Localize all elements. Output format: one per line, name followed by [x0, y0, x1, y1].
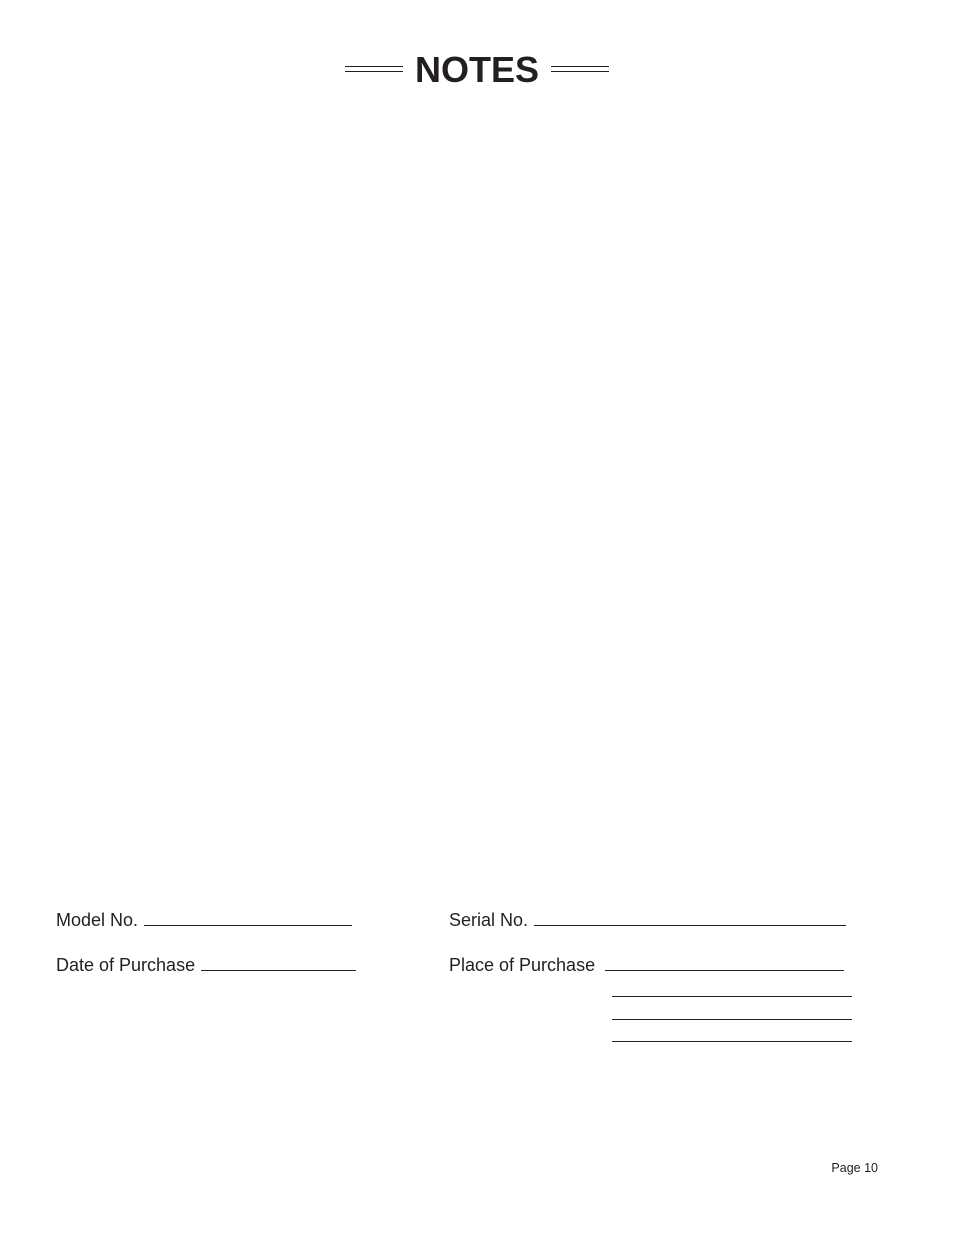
- title-left-double-rule: [345, 66, 403, 72]
- page-number: Page 10: [831, 1161, 878, 1175]
- model-no-blank-line[interactable]: [144, 909, 352, 926]
- serial-no-field: [449, 909, 846, 931]
- place-of-purchase-blank-line-2[interactable]: [612, 996, 852, 997]
- page-title: NOTES: [414, 49, 539, 90]
- place-of-purchase-label: Place of Purchase: [449, 955, 596, 975]
- place-of-purchase-blank-line-3[interactable]: [612, 1019, 852, 1020]
- serial-no-blank-line[interactable]: [534, 909, 846, 926]
- model-no-field: [56, 909, 352, 931]
- model-no-label: Model No.: [56, 910, 139, 930]
- title-right-double-rule: [551, 66, 609, 72]
- date-of-purchase-field: [56, 954, 356, 976]
- place-of-purchase-field: [449, 954, 844, 976]
- place-of-purchase-blank-line-1[interactable]: [605, 954, 844, 971]
- date-of-purchase-label: Date of Purchase: [56, 955, 196, 975]
- page-header: [0, 48, 954, 92]
- date-of-purchase-blank-line[interactable]: [201, 954, 356, 971]
- place-of-purchase-blank-line-4[interactable]: [612, 1041, 852, 1042]
- serial-no-label: Serial No.: [449, 910, 529, 930]
